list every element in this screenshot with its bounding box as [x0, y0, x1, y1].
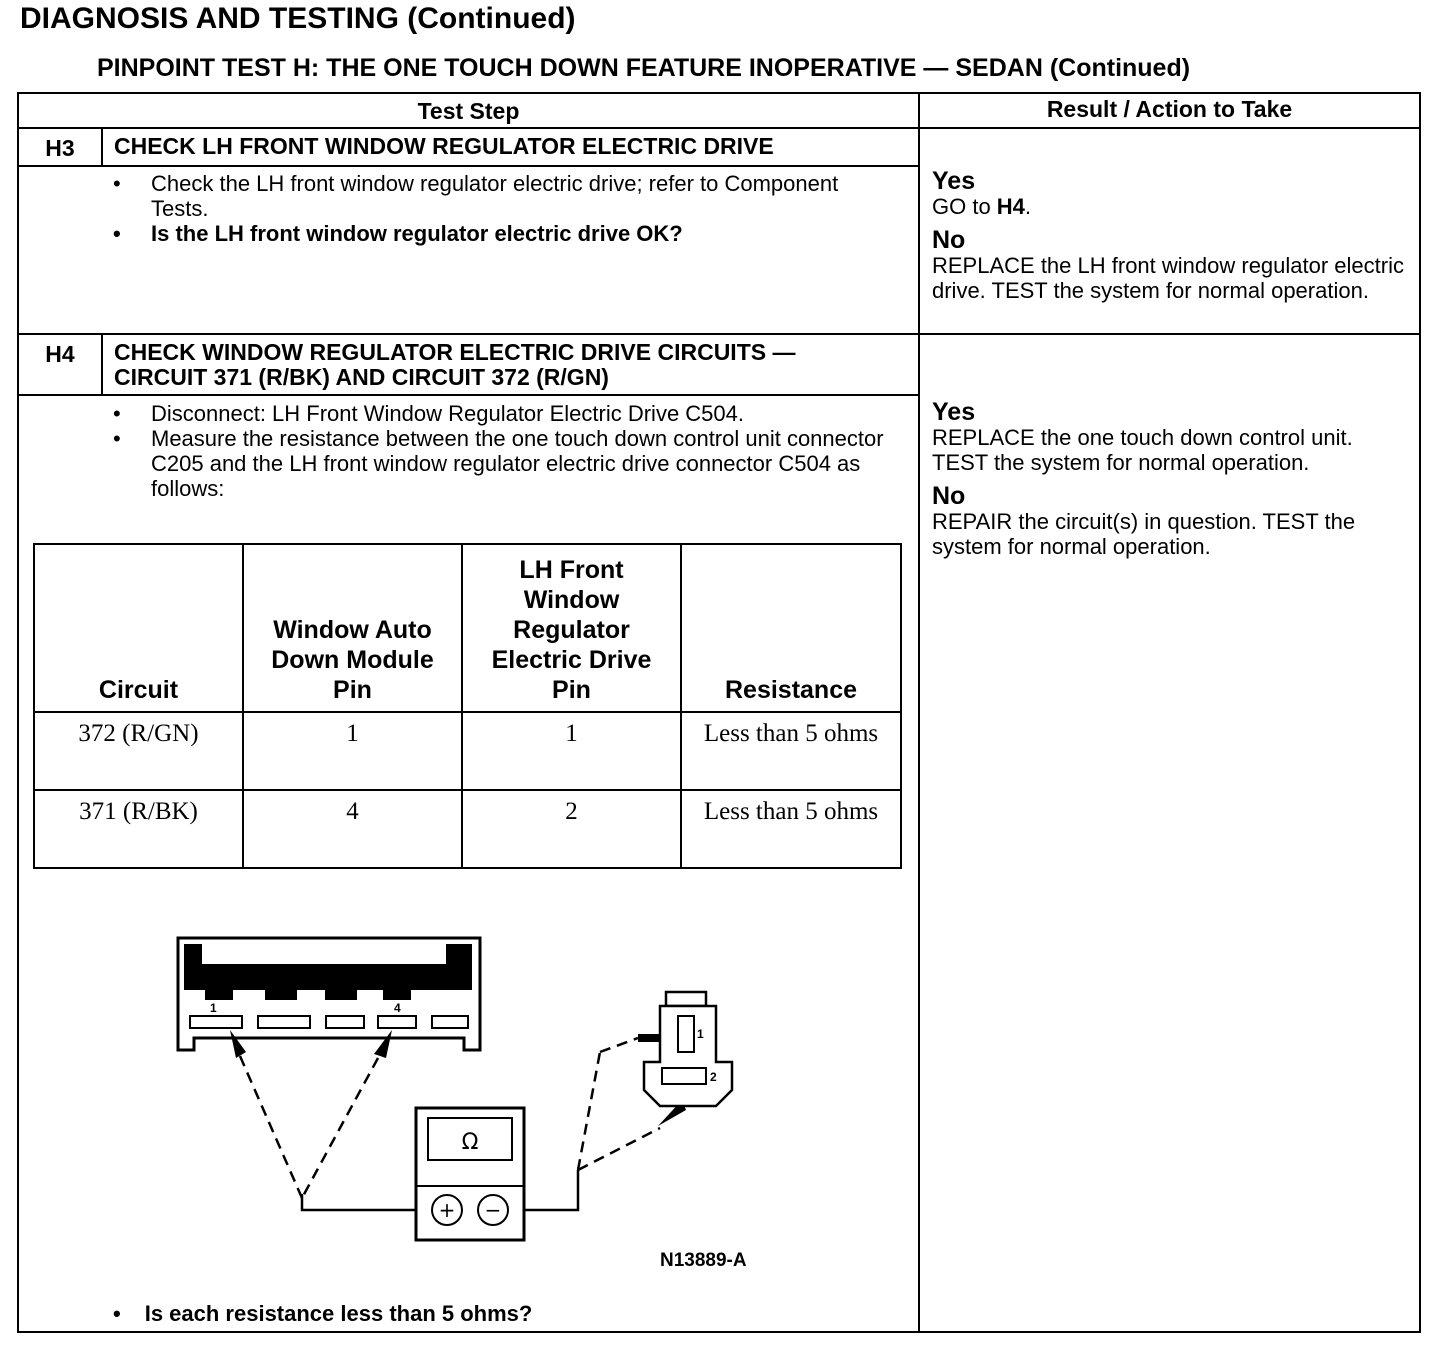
list-item: • Measure the resistance between the one touch down control unit connector C205 and the LH front window regulator electric drive connector C504 as follows: — [113, 426, 893, 501]
no-label: No — [932, 226, 966, 254]
table-header-module-pin: Window Auto Down Module Pin — [243, 544, 462, 712]
table-row — [34, 712, 901, 790]
divider — [101, 333, 103, 396]
table-cell: Less than 5 ohms — [681, 712, 901, 790]
step-h4-instructions — [113, 401, 893, 501]
divider — [918, 92, 920, 1333]
pin-number-label: 4 — [394, 1001, 401, 1015]
step-title-h4: CHECK WINDOW REGULATOR ELECTRIC DRIVE CIRCUITS — CIRCUIT 371 (R/BK) AND CIRCUIT 372 (R/GN) — [114, 339, 796, 390]
step-id-h3: H3 — [45, 135, 75, 161]
step-title-h3: CHECK LH FRONT WINDOW REGULATOR ELECTRIC DRIVE — [114, 133, 774, 159]
table-cell: 372 (R/GN) — [34, 712, 243, 790]
divider — [17, 165, 920, 167]
yes-label: Yes — [932, 167, 976, 195]
ohmmeter-connector-diagram — [170, 930, 750, 1250]
ohmmeter-illustration — [416, 1108, 524, 1240]
list-item: • Check the LH front window regulator electric drive; refer to Component Tests. — [113, 171, 873, 221]
column-header-test-step: Test Step — [417, 98, 520, 124]
pin-number-label: 1 — [210, 1001, 217, 1015]
step-id-h4: H4 — [45, 341, 75, 367]
yes-action: GO to H4. — [932, 194, 1032, 219]
step-h3-result — [932, 168, 1412, 303]
pin-number-label: 1 — [697, 1027, 704, 1041]
step-h4-result — [932, 399, 1412, 559]
c205-connector-illustration — [178, 938, 480, 1050]
no-label: No — [932, 482, 966, 510]
table-cell: Less than 5 ohms — [681, 790, 901, 868]
positive-terminal-label: + — [438, 1198, 456, 1222]
divider — [101, 127, 103, 167]
c504-connector-illustration — [644, 992, 732, 1106]
pin-number-label: 2 — [710, 1070, 717, 1084]
yes-label: Yes — [932, 398, 976, 426]
step-h3-question: • Is the LH front window regulator electric drive OK? — [113, 221, 873, 246]
table-header-circuit: Circuit — [34, 544, 243, 712]
goto-step-link: H4 — [996, 194, 1025, 219]
yes-action: REPLACE the one touch down control unit. TEST the system for normal operation. — [932, 425, 1353, 475]
table-cell: 2 — [462, 790, 681, 868]
negative-terminal-label: − — [484, 1198, 502, 1222]
table-header-resistance: Resistance — [681, 544, 901, 712]
table-cell: 4 — [243, 790, 462, 868]
column-header-result: Result / Action to Take — [1046, 96, 1293, 122]
step-h3-instructions — [113, 171, 873, 246]
divider — [17, 394, 920, 396]
figure-code: N13889-A — [660, 1250, 747, 1271]
table-row — [34, 790, 901, 868]
table-header-drive-pin: LH Front Window Regulator Electric Drive Pin — [462, 544, 681, 712]
list-item: • Disconnect: LH Front Window Regulator Electric Drive C504. — [113, 401, 893, 426]
step-h4-question: • Is each resistance less than 5 ohms? — [113, 1301, 533, 1326]
table-cell: 371 (R/BK) — [34, 790, 243, 868]
table-cell: 1 — [243, 712, 462, 790]
resistance-table — [33, 543, 902, 869]
ohm-symbol: Ω — [461, 1130, 479, 1155]
divider — [17, 333, 1421, 335]
pinpoint-test-title: PINPOINT TEST H: THE ONE TOUCH DOWN FEATURE INOPERATIVE — SEDAN (Continued) — [97, 54, 1191, 82]
no-action: REPAIR the circuit(s) in question. TEST the system for normal operation. — [932, 509, 1356, 559]
no-action: REPLACE the LH front window regulator electric drive. TEST the system for normal operation. — [932, 253, 1404, 303]
divider — [17, 127, 1421, 129]
page-title: DIAGNOSIS AND TESTING (Continued) — [20, 2, 576, 35]
table-cell: 1 — [462, 712, 681, 790]
